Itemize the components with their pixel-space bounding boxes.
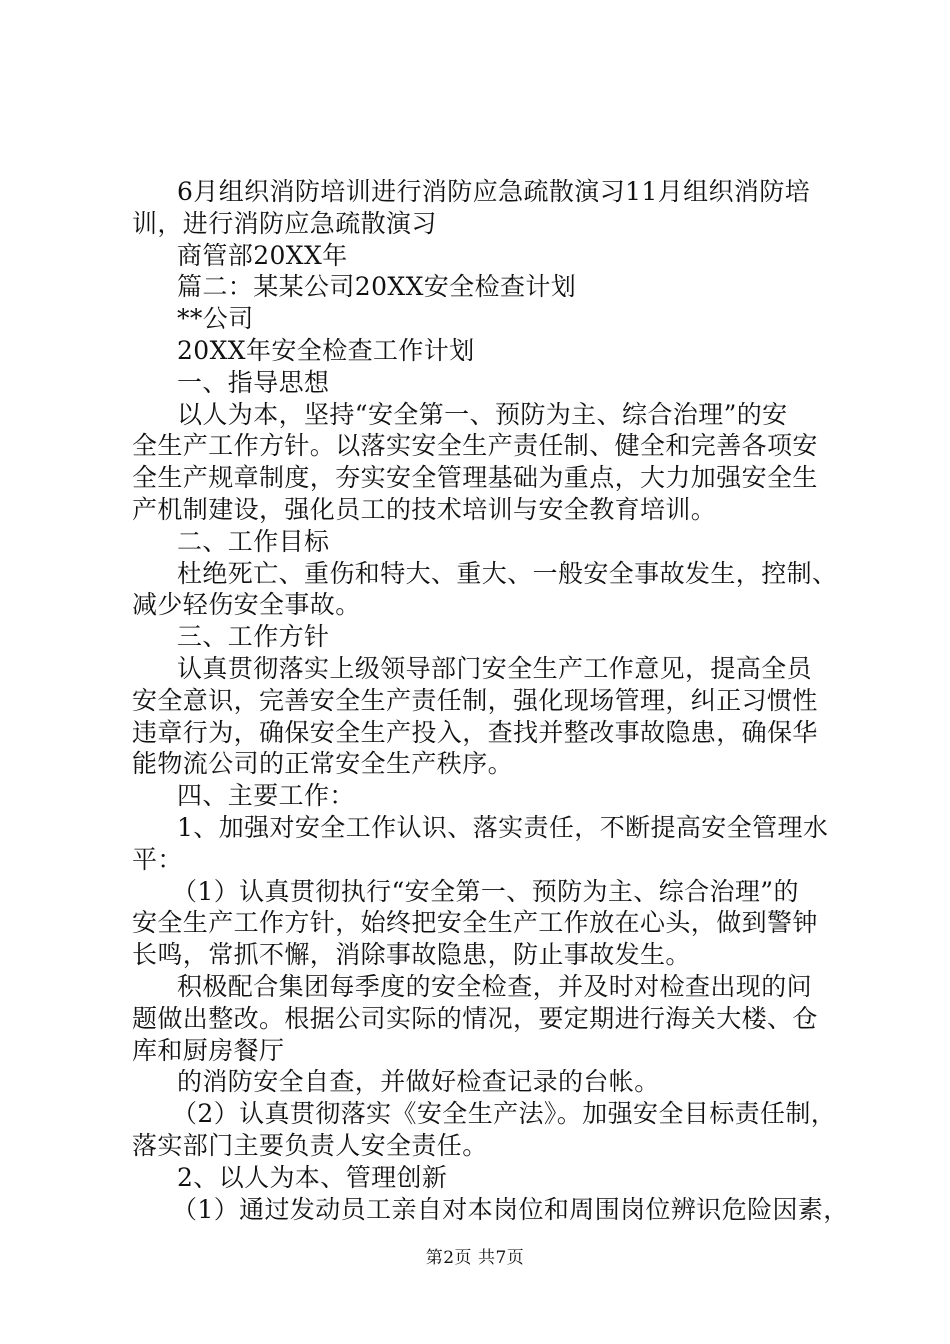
page-number: 第2页 共7页 (425, 1248, 525, 1268)
paragraph-line: （1）认真贯彻执行“安全第一、预防为主、综合治理”的 (172, 876, 799, 906)
section-title: 篇二：某某公司20XX安全检查计划 (177, 272, 577, 302)
paragraph-line: 商管部20XX年 (177, 240, 348, 270)
paragraph-line: 长鸣，常抓不懈，消除事故隐患，防止事故发生。 (132, 940, 691, 970)
paragraph-line: 能物流公司的正常安全生产秩序。 (132, 749, 514, 779)
paragraph-line: 产机制建设，强化员工的技术培训与安全教育培训。 (132, 494, 717, 524)
paragraph-line: 减少轻伤安全事故。 (132, 590, 361, 620)
paragraph-line: 全生产规章制度，夯实安全管理基础为重点，大力加强安全生 (132, 463, 818, 493)
paragraph-line: 杜绝死亡、重伤和特大、重大、一般安全事故发生，控制、 (177, 558, 838, 588)
paragraph-line: 题做出整改。根据公司实际的情况，要定期进行海关大楼、仓 (132, 1003, 818, 1033)
paragraph-line: 安全生产工作方针，始终把安全生产工作放在心头，做到警钟 (132, 908, 818, 938)
paragraph-line: 积极配合集团每季度的安全检查，并及时对检查出现的问 (177, 971, 813, 1001)
paragraph-line: 库和厨房餐厅 (132, 1035, 285, 1065)
heading: 三、工作方针 (177, 622, 330, 652)
paragraph-line: 平： (132, 844, 183, 874)
paragraph-line: 落实部门主要负责人安全责任。 (132, 1130, 488, 1160)
plan-title: 20XX年安全检查工作计划 (177, 335, 475, 365)
paragraph-line: 安全意识，完善安全生产责任制，强化现场管理，纠正习惯性 (132, 685, 818, 715)
paragraph-line: 以人为本，坚持“安全第一、预防为主、综合治理”的安 (177, 399, 788, 429)
heading: 二、工作目标 (177, 526, 330, 556)
document-body (132, 176, 849, 1225)
paragraph-line: 违章行为，确保安全生产投入，查找并整改事故隐患，确保华 (132, 717, 818, 747)
heading: 2、以人为本、管理创新 (177, 1162, 448, 1192)
paragraph-line: 认真贯彻落实上级领导部门安全生产工作意见，提高全员 (177, 653, 813, 683)
paragraph-line: （2）认真贯彻落实《安全生产法》。加强安全目标责任制， (172, 1099, 837, 1129)
paragraph-line: 全生产工作方针。以落实安全生产责任制、健全和完善各项安 (132, 431, 818, 461)
paragraph-line: 训，进行消防应急疏散演习 (132, 208, 437, 238)
paragraph-line: 的消防安全自查，并做好检查记录的台帐。 (177, 1067, 660, 1097)
paragraph-line: （1）通过发动员工亲自对本岗位和周围岗位辨识危险因素， (172, 1194, 849, 1224)
paragraph-line: 1、加强对安全工作认识、落实责任，不断提高安全管理水 (177, 812, 829, 842)
heading: 一、指导思想 (177, 367, 330, 397)
company-name: **公司 (177, 304, 254, 334)
paragraph-line: 6月组织消防培训进行消防应急疏散演习11月组织消防培 (177, 177, 811, 206)
heading: 四、主要工作： (177, 781, 355, 811)
